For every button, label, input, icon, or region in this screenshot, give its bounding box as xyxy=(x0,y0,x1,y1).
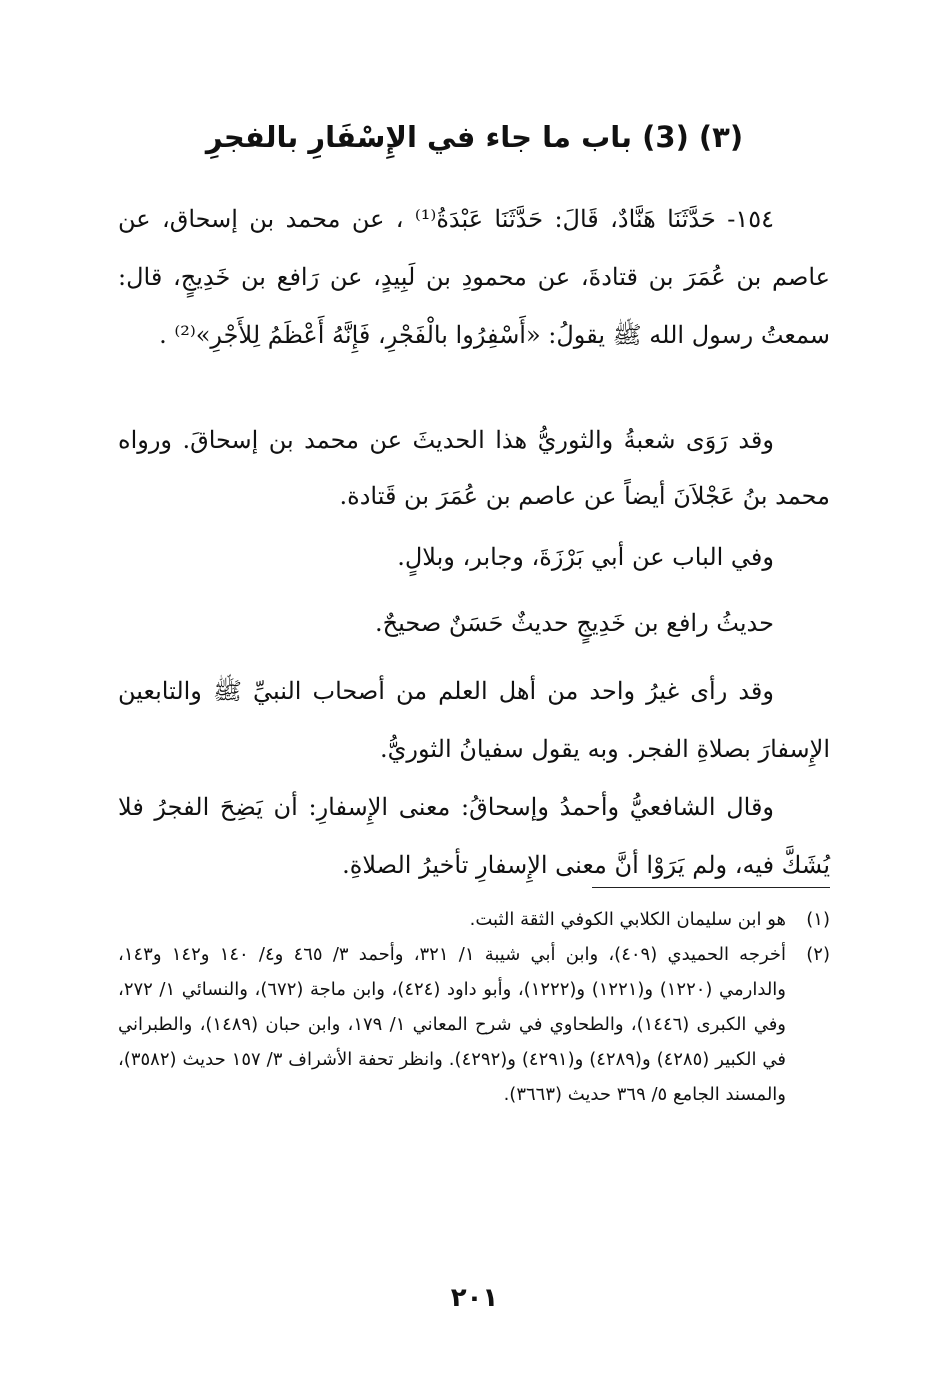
narration-paragraph: وقد رَوَى شعبةُ والثوريُّ هذا الحديثَ عن محمد بن إسحاقَ. ورواه محمد بنُ عَجْلاَنَ أيضاً عن عاصم بن عُمَرَ بن قَتادة. xyxy=(118,426,830,510)
footnote xyxy=(118,937,830,1112)
footnote-text: أخرجه الحميدي (٤٠٩)، وابن أبي شيبة ١/ ٣٢١، وأحمد ٣/ ٤٦٥ و٤/ ١٤٠ و١٤٢ و١٤٣، والدارمي (١٢٢٠) و(١٢٢١) و(١٢٢٢)، وأبو داود (٤٢٤)، وابن ماجة (٦٧٢)، والنسائي ١/ ٢٧٢، وفي الكبرى (١٤٤٦)، والطحاوي في شرح المعاني ١/ ١٧٩، وابن حبان (١٤٨٩)، والطبراني في الكبير (٤٢٨٥) و(٤٢٨٩) و(٤٢٩١) و(٤٢٩٢). وانظر تحفة الأشراف ٣/ ١٥٧ حديث (٣٥٨٢)، والمسند الجامع ٥/ ٣٦٩ حديث (٣٦٦٣). xyxy=(118,944,787,1105)
grading-paragraph: حديثُ رافع بن خَدِيجٍ حديثٌ حَسَنٌ صحيحٌ. xyxy=(375,609,774,637)
footnote-number: (١) xyxy=(806,909,830,930)
footnote-separator xyxy=(592,887,830,888)
footnote xyxy=(118,902,830,937)
chapter-title: (٣) (3) باب ما جاء في الإِسْفَارِ بالفجرِ xyxy=(205,120,744,154)
footnote-text: هو ابن سليمان الكلابي الكوفي الثقة الثبت. xyxy=(469,909,786,930)
meaning-paragraph: وقال الشافعيُّ وأحمدُ وإسحاقُ: معنى الإِسفارِ: أن يَضِحَ الفجرُ فلا يُشَكَّ فيه، ولم يَرَوْا أنَّ معنى الإِسفارِ تأخيرُ الصلاةِ. xyxy=(118,793,830,879)
scholars-paragraph: وقد رأى غيرُ واحد من أهل العلم من أصحاب النبيِّ ﷺ والتابعين الإِسفارَ بصلاةِ الفجر. وبه يقول سفيانُ الثوريُّ. xyxy=(118,677,830,763)
footnotes xyxy=(118,902,830,1112)
footnote-number: (٢) xyxy=(806,944,830,965)
page-number: ٢٠١ xyxy=(450,1283,499,1313)
chapter-note-paragraph: وفي الباب عن أبي بَرْزَةَ، وجابر، وبلالٍ. xyxy=(397,543,774,571)
hadith-paragraph: ١٥٤- حَدَّثَنَا هَنَّادٌ، قَالَ: حَدَّثَنَا عَبْدَةُ⁽¹⁾ ، عن محمد بن إسحاق، عن عاصم بن عُمَرَ بن قتادةَ، عن محمودِ بن لَبِيدٍ، عن رَافع بن خَدِيجٍ، قال: سمعتُ رسول الله ﷺ يقولُ: «أَسْفِرُوا بالْفَجْرِ، فَإِنَّهُ أَعْظَمُ لِلأَجْرِ»⁽²⁾ . xyxy=(118,205,830,349)
